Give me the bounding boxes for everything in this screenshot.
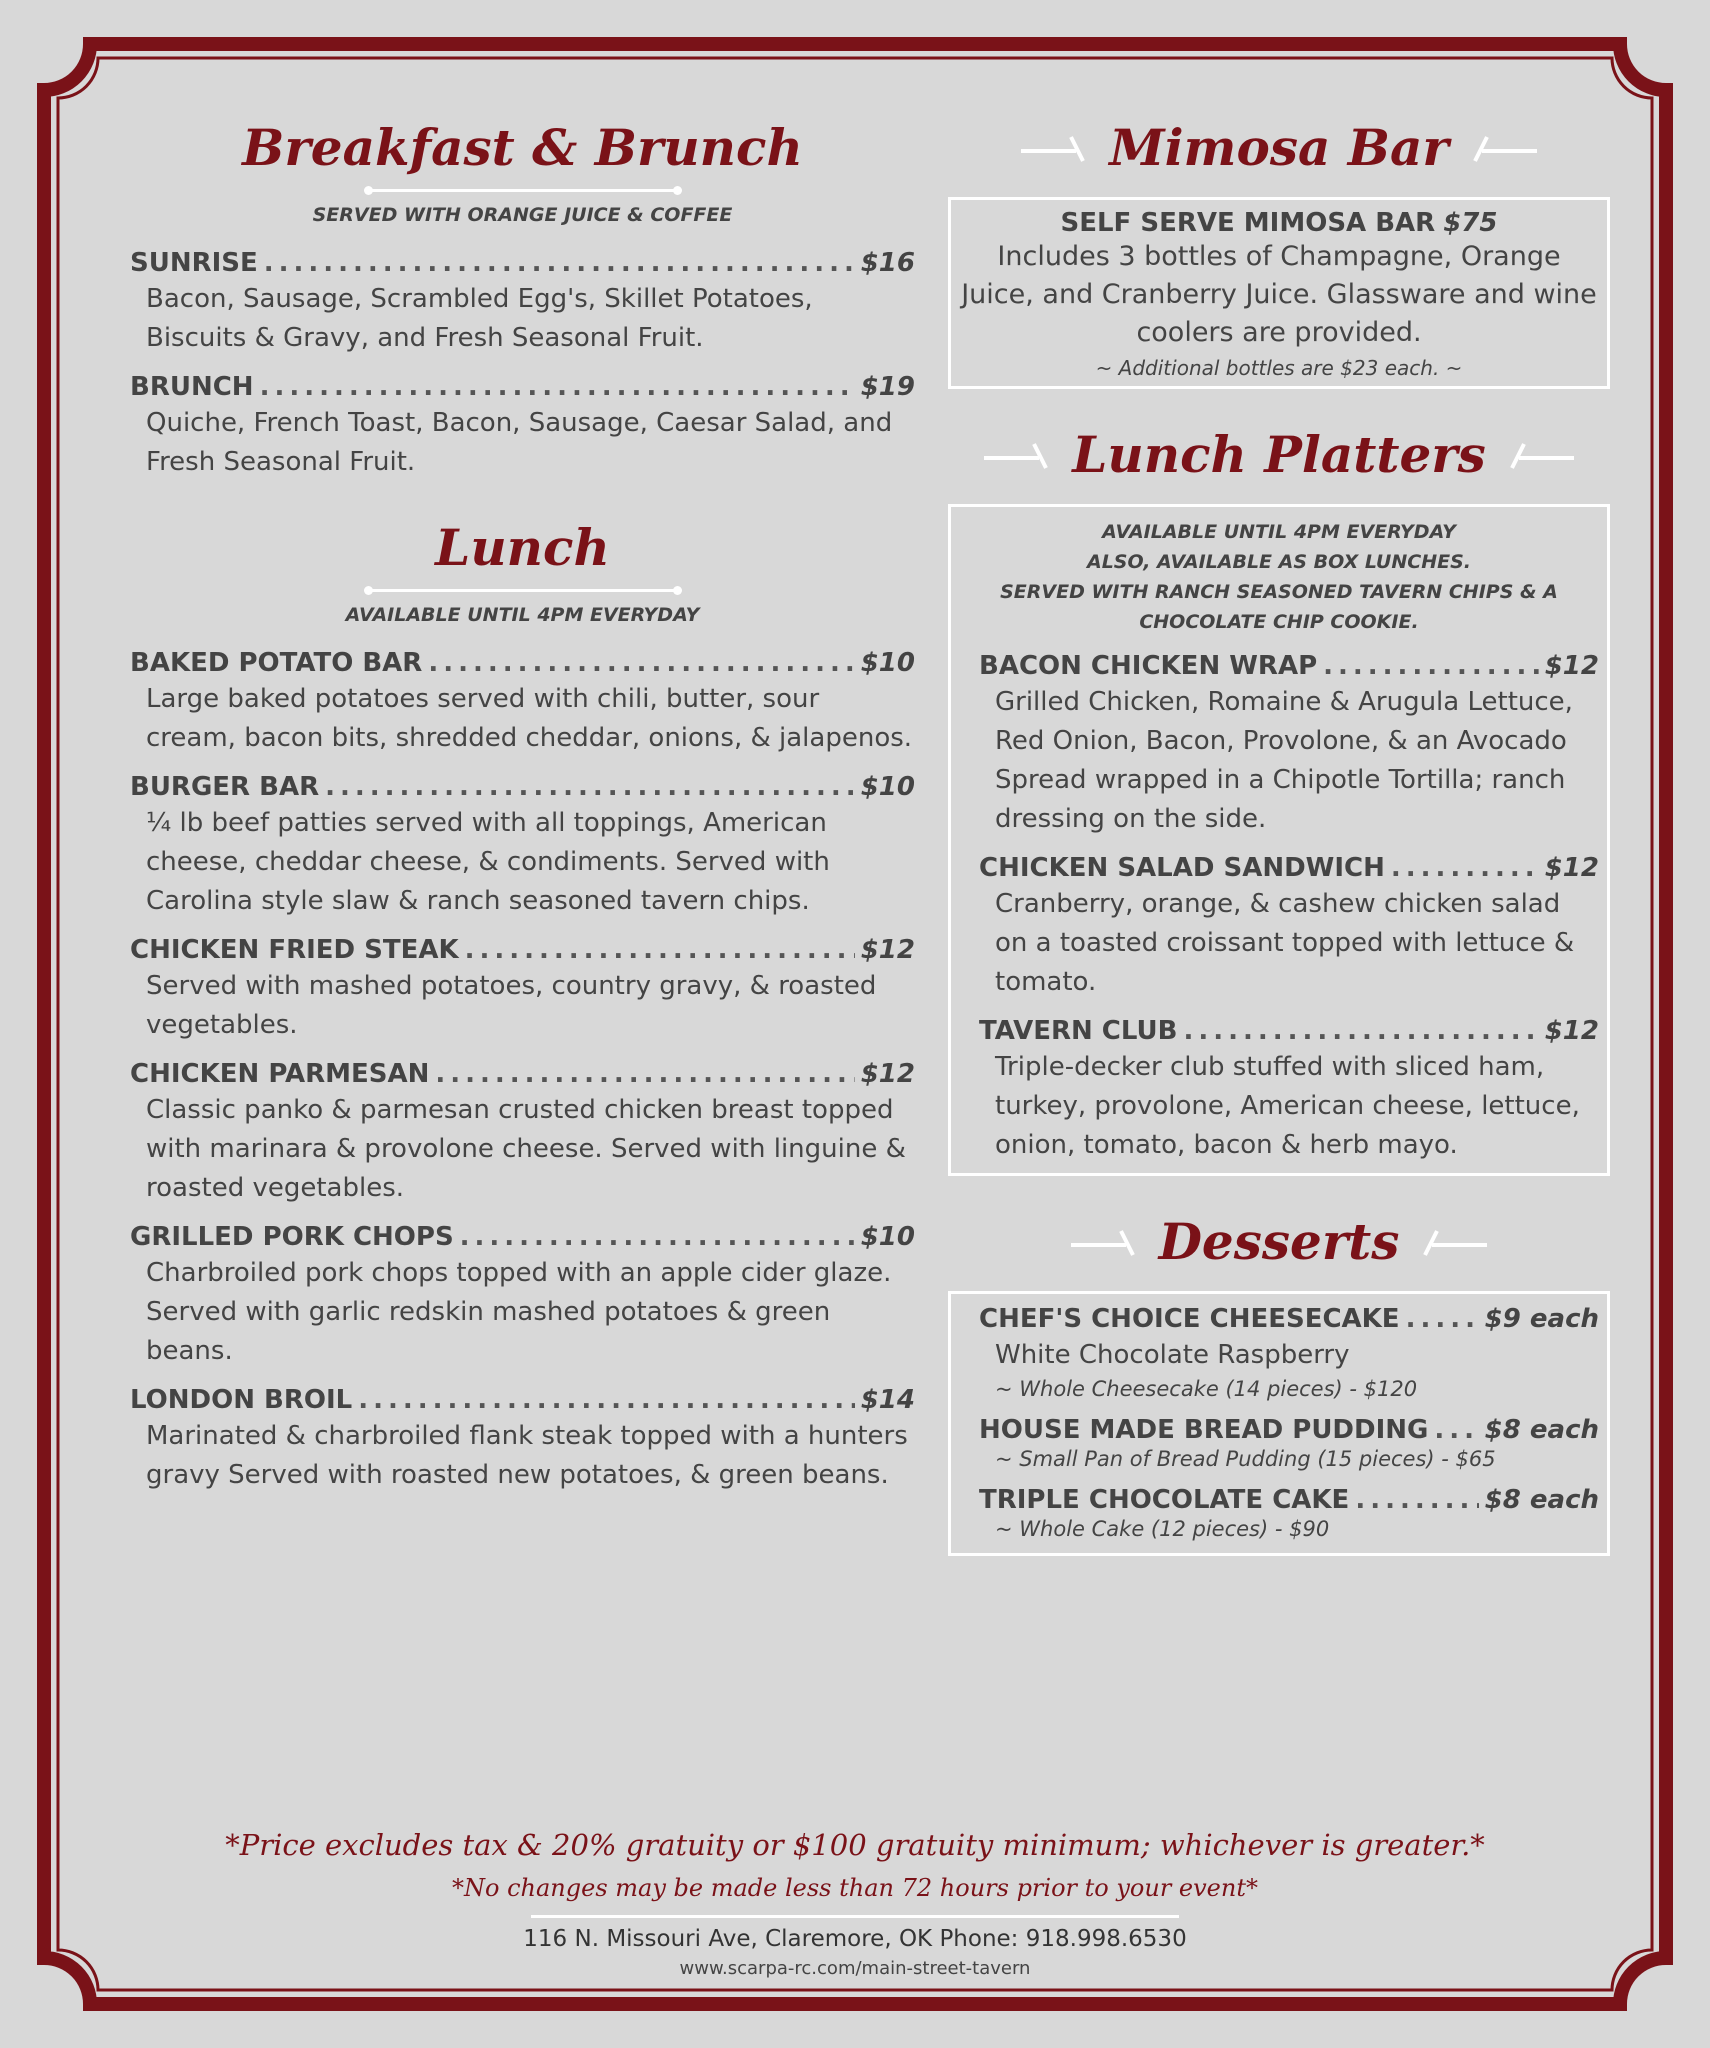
item-price: $10: [860, 1222, 915, 1252]
platters-heading: [948, 427, 1610, 482]
menu-item-chicken-salad-sandwich: [979, 853, 1599, 1002]
left-column: [130, 120, 915, 1509]
item-note: ~ Whole Cheesecake (14 pieces) - $120: [995, 1377, 1418, 1401]
item-note: ~ Small Pan of Bread Pudding (15 pieces) - $65: [995, 1447, 1496, 1471]
item-price: $19: [860, 372, 915, 402]
desserts-heading: [948, 1214, 1610, 1269]
platters-subtitle-line: CHOCOLATE CHIP COOKIE.: [1139, 611, 1419, 633]
item-description: Bacon, Sausage, Scrambled Egg's, Skillet Potatoes, Biscuits & Gravy, and Fresh Seasonal Fruit.: [146, 284, 813, 353]
dot-leader: [465, 935, 855, 965]
item-name: HOUSE MADE BREAD PUDDING: [979, 1415, 1429, 1445]
item-name: CHICKEN PARMESAN: [130, 1059, 430, 1089]
lunch-title: Lunch: [435, 518, 610, 577]
item-name: CHICKEN FRIED STEAK: [130, 935, 459, 965]
lunch-title-rule: [368, 589, 678, 596]
platters-subtitle-line: ALSO, AVAILABLE AS BOX LUNCHES.: [1086, 551, 1471, 573]
lunch-subtitle: AVAILABLE UNTIL 4PM EVERYDAY: [345, 604, 700, 626]
footer-divider: [531, 1915, 1179, 1918]
item-description: Charbroiled pork chops topped with an apple cider glaze. Served with garlic redskin mashed potatoes & green beans.: [146, 1258, 892, 1366]
menu-item-london-broil: [130, 1385, 915, 1495]
item-note: ~ Whole Cake (12 pieces) - $90: [995, 1517, 1330, 1541]
menu-item-bread-pudding: [979, 1415, 1599, 1471]
dot-leader: [428, 648, 854, 678]
menu-item-burger-bar: [130, 772, 915, 921]
right-flourish-icon: [1504, 440, 1574, 470]
dot-leader: [358, 1385, 855, 1415]
platters-box: [948, 504, 1610, 1176]
menu-item-cheesecake: [979, 1304, 1599, 1401]
left-flourish-icon: [984, 440, 1054, 470]
item-description: ¼ lb beef patties served with all toppings, American cheese, cheddar cheese, & condiments. Served with Carolina style slaw & ranch seasoned tavern chips.: [146, 808, 830, 916]
item-description: Marinated & charbroiled flank steak topped with a hunters gravy Served with roasted new potatoes, & green beans.: [146, 1421, 908, 1490]
breakfast-title: Breakfast & Brunch: [242, 118, 803, 177]
mimosa-note: ~ Additional bottles are $23 each. ~: [1095, 356, 1463, 380]
mimosa-item-heading: [961, 208, 1597, 238]
right-column: [948, 120, 1610, 1556]
item-price: $10: [860, 772, 915, 802]
item-name: BACON CHICKEN WRAP: [979, 651, 1318, 681]
platters-subtitle-line: AVAILABLE UNTIL 4PM EVERYDAY: [1102, 521, 1456, 543]
item-description: Classic panko & parmesan crusted chicken breast topped with marinara & provolone cheese. Served with linguine & roasted vegetables.: [146, 1095, 906, 1203]
mimosa-heading: [948, 120, 1610, 175]
item-description: Grilled Chicken, Romaine & Arugula Lettuce, Red Onion, Bacon, Provolone, & an Avocado Spread wrapped in a Chipotle Tortilla; ranch dressing on the side.: [995, 687, 1573, 834]
item-price: $8 each: [1484, 1415, 1599, 1445]
item-name: TRIPLE CHOCOLATE CAKE: [979, 1485, 1350, 1515]
menu-item-chicken-fried-steak: [130, 935, 915, 1045]
dot-leader: [325, 772, 855, 802]
item-name: CHICKEN SALAD SANDWICH: [979, 853, 1385, 883]
item-description: Triple-decker club stuffed with sliced ham, turkey, provolone, American cheese, lettuce, onion, tomato, bacon & herb mayo.: [995, 1052, 1580, 1160]
menu-item-grilled-pork-chops: [130, 1222, 915, 1371]
item-price: $9 each: [1484, 1304, 1599, 1334]
item-price: $16: [860, 248, 915, 278]
dot-leader: [1391, 853, 1539, 883]
desserts-title: Desserts: [1158, 1212, 1400, 1271]
dot-leader: [1406, 1304, 1479, 1334]
item-name: SELF SERVE MIMOSA BAR: [1060, 208, 1436, 238]
breakfast-subtitle: SERVED WITH ORANGE JUICE & COFFEE: [312, 204, 733, 226]
platters-subtitle-line: SERVED WITH RANCH SEASONED TAVERN CHIPS & A: [1000, 581, 1558, 603]
dot-leader: [1355, 1485, 1478, 1515]
item-description: Cranberry, orange, & cashew chicken salad on a toasted croissant topped with lettuce & tomato.: [995, 889, 1575, 997]
item-description: Quiche, French Toast, Bacon, Sausage, Caesar Salad, and Fresh Seasonal Fruit.: [146, 408, 893, 477]
dot-leader: [264, 248, 855, 278]
dot-leader: [1434, 1415, 1478, 1445]
right-flourish-icon: [1467, 133, 1537, 163]
left-flourish-icon: [1071, 1227, 1141, 1257]
item-price: $12: [860, 1059, 915, 1089]
item-description: Includes 3 bottles of Champagne, Orange Juice, and Cranberry Juice. Glassware and wine coolers are provided.: [961, 241, 1597, 348]
item-name: GRILLED PORK CHOPS: [130, 1222, 454, 1252]
footer-price-note: *Price excludes tax & 20% gratuity or $100 gratuity minimum; whichever is greater.*: [225, 1828, 1485, 1862]
platters-title: Lunch Platters: [1072, 425, 1486, 484]
menu-item-triple-chocolate-cake: [979, 1485, 1599, 1541]
menu-item-brunch: [130, 372, 915, 482]
menu-item-chicken-parmesan: [130, 1059, 915, 1208]
menu-item-bacon-chicken-wrap: [979, 651, 1599, 839]
item-price: $12: [1544, 651, 1599, 681]
item-name: SUNRISE: [130, 248, 258, 278]
dot-leader: [1323, 651, 1539, 681]
item-price: $12: [1544, 1016, 1599, 1046]
left-flourish-icon: [1021, 133, 1091, 163]
footer-address: 116 N. Missouri Ave, Claremore, OK Phone: 918.998.6530: [523, 1926, 1187, 1952]
item-name: TAVERN CLUB: [979, 1016, 1178, 1046]
footer-change-note: *No changes may be made less than 72 hours prior to your event*: [452, 1874, 1258, 1902]
item-name: LONDON BROIL: [130, 1385, 353, 1415]
right-flourish-icon: [1417, 1227, 1487, 1257]
mimosa-title: Mimosa Bar: [1109, 118, 1449, 177]
dot-leader: [435, 1059, 854, 1089]
item-name: BURGER BAR: [130, 772, 320, 802]
dot-leader: [260, 372, 855, 402]
dot-leader: [460, 1222, 855, 1252]
menu-item-sunrise: [130, 248, 915, 358]
platters-subtitle: [959, 517, 1599, 637]
item-description: White Chocolate Raspberry: [995, 1340, 1350, 1370]
item-name: CHEF'S CHOICE CHEESECAKE: [979, 1304, 1400, 1334]
item-name: BAKED POTATO BAR: [130, 648, 423, 678]
menu-item-baked-potato-bar: [130, 648, 915, 758]
menu-item-tavern-club: [979, 1016, 1599, 1165]
item-price: $14: [860, 1385, 915, 1415]
item-price: $12: [860, 935, 915, 965]
item-price: $10: [860, 648, 915, 678]
item-description: Large baked potatoes served with chili, butter, sour cream, bacon bits, shredded cheddar, onions, & jalapenos.: [146, 684, 913, 753]
item-description: Served with mashed potatoes, country gravy, & roasted vegetables.: [146, 971, 877, 1040]
dot-leader: [1183, 1016, 1538, 1046]
footer-website-link[interactable]: www.scarpa-rc.com/main-street-tavern: [679, 1958, 1031, 1979]
mimosa-box: [948, 197, 1610, 389]
item-name: BRUNCH: [130, 372, 254, 402]
item-price: $75: [1443, 208, 1498, 238]
desserts-box: [948, 1291, 1610, 1556]
item-price: $12: [1544, 853, 1599, 883]
breakfast-title-rule: [368, 189, 678, 196]
item-price: $8 each: [1484, 1485, 1599, 1515]
